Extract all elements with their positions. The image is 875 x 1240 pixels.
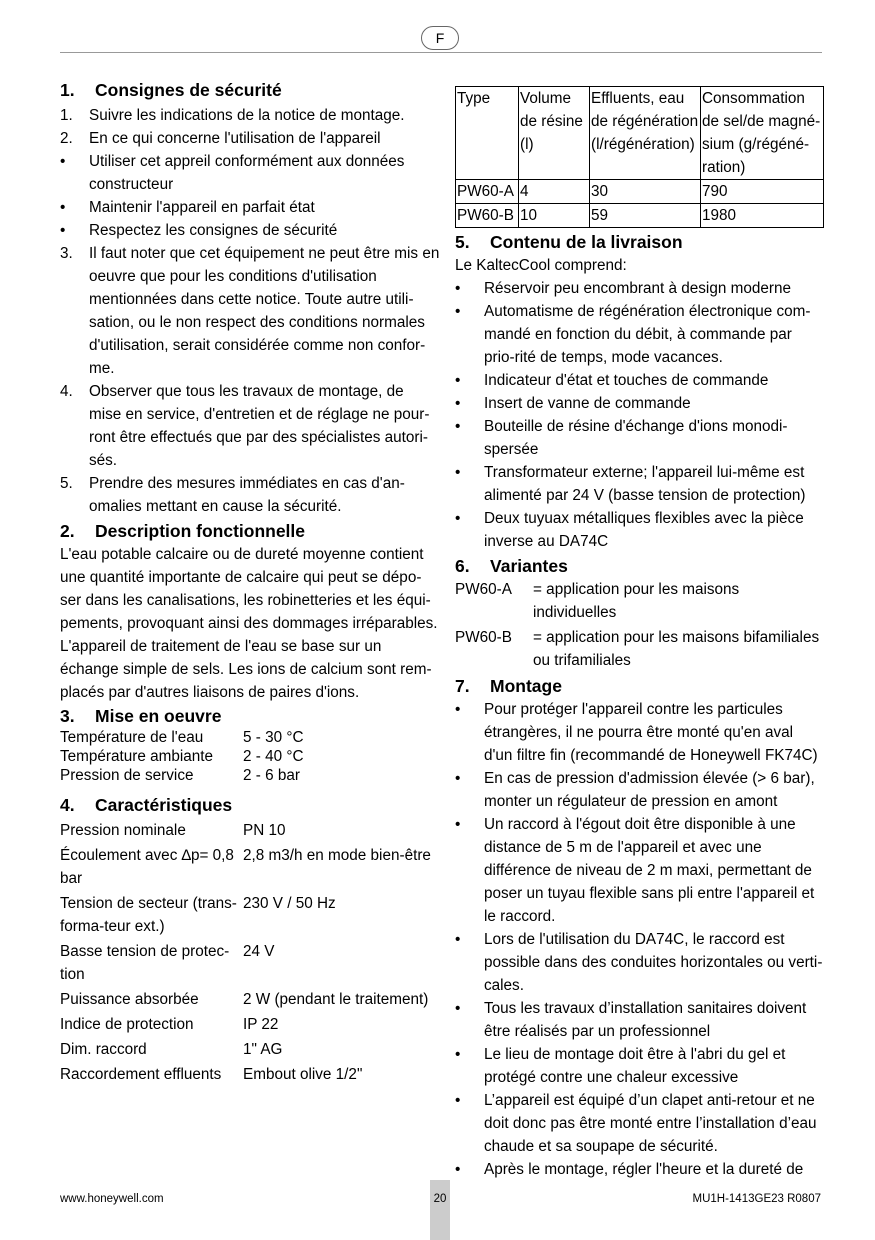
list-item: 2. En ce qui concerne l'utilisation de l'appareil	[60, 130, 381, 147]
list-item: • Deux tuyuax métalliques flexibles avec la pièce inverse au DA74C	[455, 510, 804, 550]
list-item: 3. Il faut noter que cet équipement ne peut être mis en oeuvre que pour les conditions d'utilisation mentionnées dans cette notice. Toute autre utili-sation, ou le non respect des conditions normales d'utilisation, serait considérée comme non confor-me.	[60, 245, 440, 377]
footer-website: www.honeywell.com	[60, 1193, 164, 1205]
table-header-row	[456, 87, 824, 180]
section-5-heading: 5. Contenu de la livraison	[455, 232, 683, 252]
table-cell: 790	[701, 180, 824, 204]
table-header-cell: Effluents, eau de régénération (l/régénération)	[590, 87, 701, 180]
footer-docref: MU1H-1413GE23 R0807	[692, 1193, 821, 1205]
spec-row: Tension de secteur (trans-forma-teur ext.) 230 V / 50 Hz	[60, 895, 336, 935]
safety-list	[60, 104, 440, 518]
table-row	[456, 204, 824, 228]
right-column	[455, 86, 825, 1181]
table-cell: PW60-A	[456, 180, 519, 204]
page-number: 20	[430, 1180, 450, 1240]
variants-list	[455, 578, 825, 672]
header-rule	[60, 52, 822, 53]
section-7-heading: 7. Montage	[455, 676, 562, 696]
description-paragraph: L'appareil de traitement de l'eau se base sur un échange simple de sels. Les ions de calcium sont rem-placés par d'autres liaisons de paires d'ions.	[60, 638, 432, 701]
list-item: 1. Suivre les indications de la notice de montage.	[60, 107, 405, 124]
table-cell: 4	[519, 180, 590, 204]
list-item: • Réservoir peu encombrant à design moderne	[455, 280, 791, 297]
section-2-heading: 2. Description fonctionnelle	[60, 521, 306, 541]
spec-row: Pression de service 2 - 6 bar	[60, 767, 300, 784]
variant-row: PW60-B = application pour les maisons bifamiliales ou trifamiliales	[455, 629, 820, 669]
mounting-list	[455, 698, 825, 1181]
table-cell: 1980	[701, 204, 824, 228]
table-cell: 59	[590, 204, 701, 228]
characteristics-list	[60, 819, 440, 1086]
list-item: • Tous les travaux d’installation sanitaires doivent être réalisés par un professionnel	[455, 1000, 807, 1040]
list-item: • Pour protéger l'appareil contre les particules étrangères, il ne pourra être monté qu'en aval d'un filtre fin (recommandé de Honeywell FK74C)	[455, 701, 818, 764]
table-header-cell: Volume de résine (l)	[519, 87, 590, 180]
list-item: • Un raccord à l'égout doit être disponible à une distance de 5 m de l'appareil et avec une différence de niveau de 2 m maxi, permettant de poser un tuyau flexible sans pli entre l'appareil et le raccord.	[455, 816, 815, 925]
list-item: • Indicateur d'état et touches de commande	[455, 372, 769, 389]
section-4-heading: 4. Caractéristiques	[60, 795, 233, 815]
list-item: • Respectez les consignes de sécurité	[60, 222, 338, 239]
list-item: • Transformateur externe; l'appareil lui-même est alimenté par 24 V (basse tension de protection)	[455, 464, 806, 504]
operating-conditions	[60, 728, 440, 785]
spec-row: Température ambiante 2 - 40 °C	[60, 748, 304, 765]
spec-row: Dim. raccord 1" AG	[60, 1041, 283, 1058]
table-cell: 30	[590, 180, 701, 204]
section-1-heading: 1. Consignes de sécurité	[60, 80, 282, 100]
spec-row: Température de l'eau 5 - 30 °C	[60, 729, 304, 746]
table-cell: 10	[519, 204, 590, 228]
list-item: • L’appareil est équipé d’un clapet anti-retour et ne doit donc pas être monté entre l’installation d’eau chaude et sa soupape de sécurité.	[455, 1092, 817, 1155]
section-3-heading: 3. Mise en oeuvre	[60, 706, 222, 726]
list-item: 5. Prendre des mesures immédiates en cas d'an-omalies mettant en cause la sécurité.	[60, 475, 405, 515]
variant-row: PW60-A = application pour les maisons individuelles	[455, 581, 740, 621]
list-item: • Utiliser cet appreil conformément aux données constructeur	[60, 153, 405, 193]
table-header-cell: Consommation de sel/de magné-sium (g/régéné-ration)	[701, 87, 824, 180]
list-item: • Le lieu de montage doit être à l'abri du gel et protégé contre une chaleur excessive	[455, 1046, 786, 1086]
spec-row: Pression nominale PN 10	[60, 822, 286, 839]
list-item: • Après le montage, régler l'heure et la dureté de	[455, 1161, 804, 1178]
list-item: • En cas de pression d'admission élevée (> 6 bar), monter un régulateur de pression en amont	[455, 770, 815, 810]
language-tab: F	[421, 26, 459, 50]
table-cell: PW60-B	[456, 204, 519, 228]
table-row	[456, 180, 824, 204]
spec-row: Raccordement effluents Embout olive 1/2"	[60, 1066, 363, 1083]
list-item: • Bouteille de résine d'échange d'ions monodi-spersée	[455, 418, 788, 458]
spec-row: Basse tension de protec-tion 24 V	[60, 943, 275, 983]
spec-row: Écoulement avec ∆p= 0,8 bar 2,8 m3/h en mode bien-être	[60, 847, 431, 887]
spec-row: Puissance absorbée 2 W (pendant le traitement)	[60, 991, 429, 1008]
left-column	[60, 78, 440, 1088]
list-item: • Insert de vanne de commande	[455, 395, 691, 412]
resin-table	[455, 86, 824, 228]
spec-row: Indice de protection IP 22	[60, 1016, 279, 1033]
list-item: 4. Observer que tous les travaux de montage, de mise en service, d'entretien et de réglage ne pour-ront être effectués que par des spécialistes autori-sés.	[60, 383, 430, 469]
list-item: • Maintenir l'appareil en parfait état	[60, 199, 315, 216]
delivery-list	[455, 277, 825, 553]
list-item: • Lors de l'utilisation du DA74C, le raccord est possible dans des conduites horizontales ou verti-cales.	[455, 931, 823, 994]
section-6-heading: 6. Variantes	[455, 556, 568, 576]
list-item: • Automatisme de régénération électronique com-mandé en fonction du débit, à commande par prio-rité de temps, mode vacances.	[455, 303, 811, 366]
delivery-intro: Le KaltecCool comprend:	[455, 257, 627, 274]
table-header-cell: Type	[456, 87, 519, 180]
description-paragraph: L'eau potable calcaire ou de dureté moyenne contient une quantité importante de calcaire qui peut se dépo-ser dans les canalisations, les robinetteries et les équi-pements, provoquant ainsi des dommages irréparables.	[60, 546, 438, 632]
